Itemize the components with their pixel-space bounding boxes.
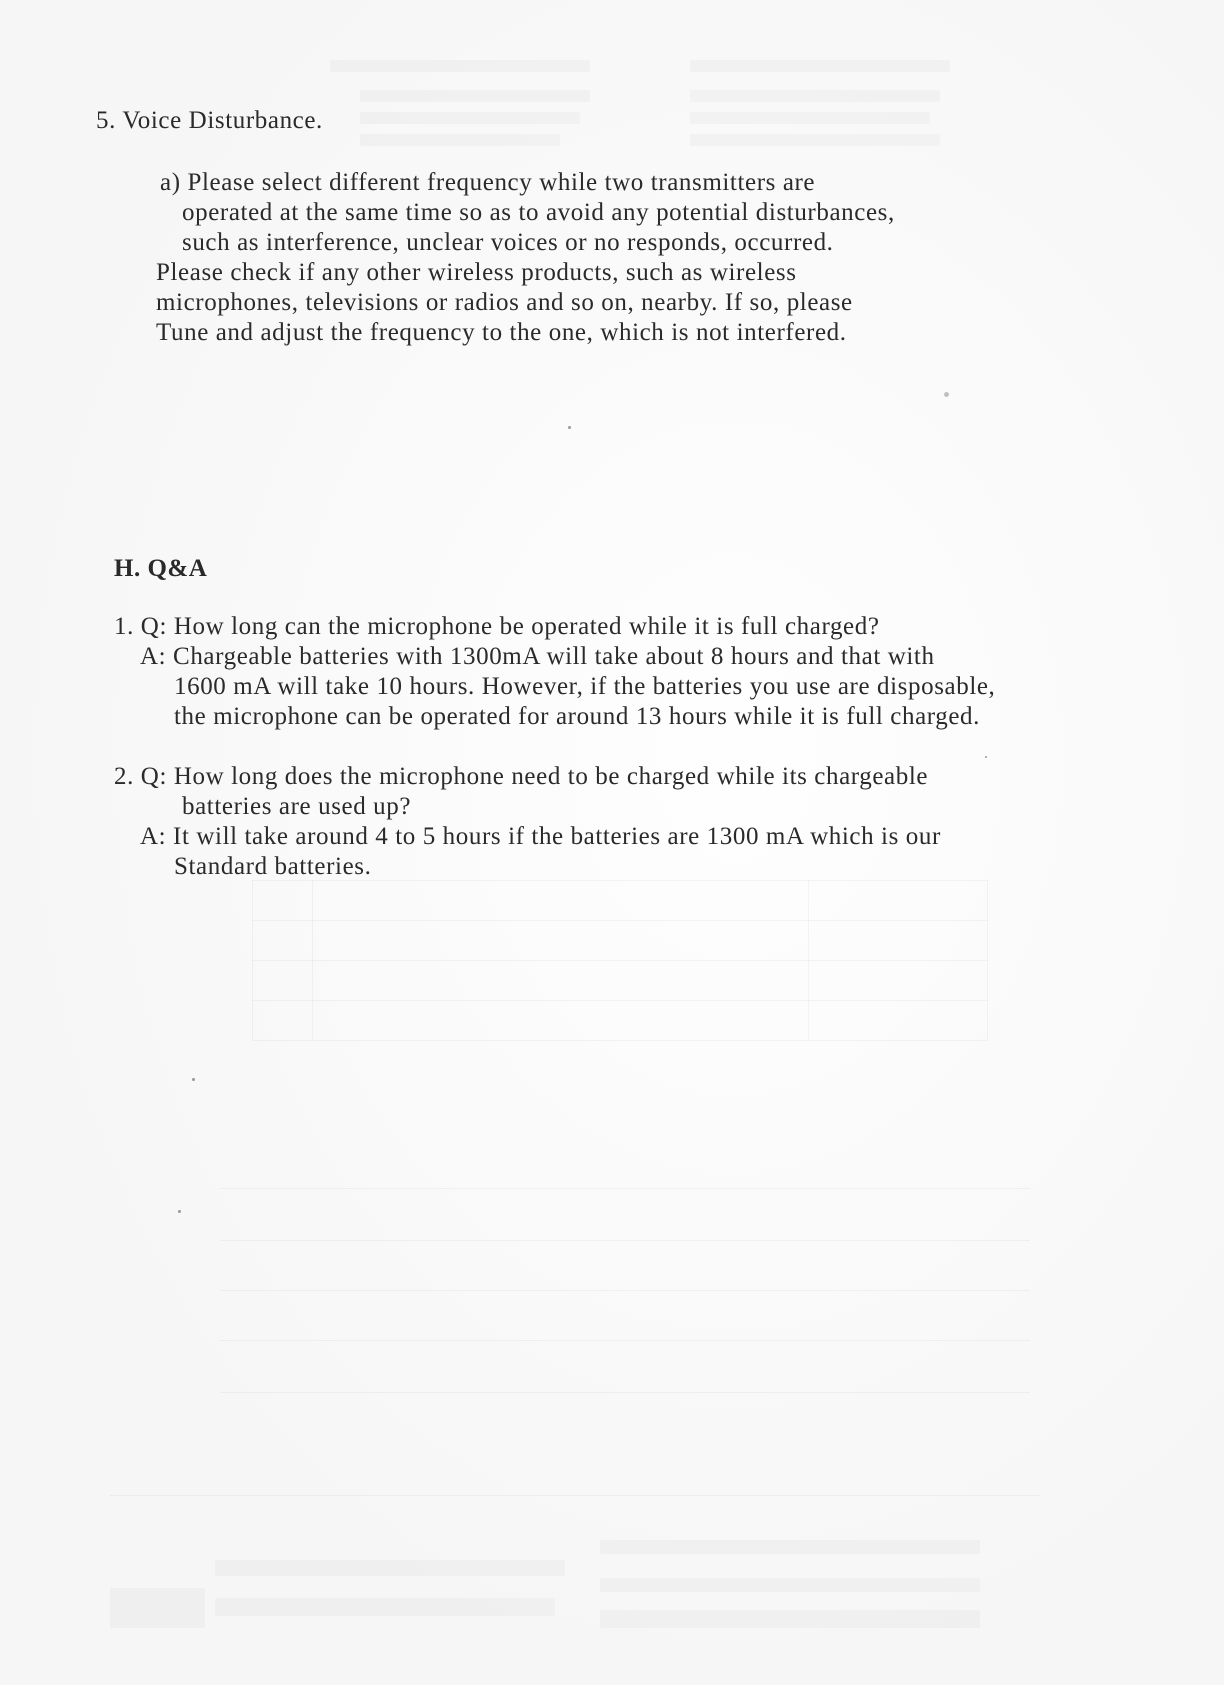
qa-question: 2. Q: How long does the microphone need to be charged while its chargeable [114,763,929,790]
bleed-through-table-rule [252,1000,987,1001]
qa-answer-line: A: Chargeable batteries with 1300mA will take about 8 hours and that with [140,643,935,670]
bleed-through-form-rule [220,1340,1030,1341]
section-paragraph-line: Tune and adjust the frequency to the one, which is not interfered. [156,319,847,346]
qa-answer-line: 1600 mA will take 10 hours. However, if the batteries you use are disposable, [174,673,996,700]
scan-speck [192,1078,195,1081]
bleed-through-form-rule [220,1392,1030,1393]
scan-speck [178,1210,181,1213]
qa-question: 1. Q: How long can the microphone be operated while it is full charged? [114,613,880,640]
bleed-through-text [215,1598,555,1616]
section-paragraph-line: such as interference, unclear voices or no responds, occurred. [182,229,834,256]
bleed-through-text [360,90,590,102]
bleed-through-table-rule [808,880,809,1040]
scan-speck [944,392,949,397]
section-paragraph-line: a) Please select different frequency while two transmitters are [160,169,816,196]
qa-answer-line: A: It will take around 4 to 5 hours if the batteries are 1300 mA which is our [140,823,941,850]
section-paragraph-line: microphones, televisions or radios and so on, nearby. If so, please [156,289,853,316]
bleed-through-table-rule [252,960,987,961]
scan-speck [985,756,987,758]
bleed-through-text [215,1560,565,1576]
bleed-through-text [690,90,940,102]
bleed-through-table-rule [252,920,987,921]
bleed-through-logo [110,1588,205,1628]
bleed-through-form-rule [110,1495,1040,1496]
section-title: 5. Voice Disturbance. [96,107,323,134]
bleed-through-form-rule [220,1240,1030,1241]
bleed-through-table-rule [252,880,253,1040]
section-paragraph-line: operated at the same time so as to avoid any potential disturbances, [182,199,895,226]
bleed-through-text [600,1540,980,1554]
bleed-through-table-rule [252,1040,987,1041]
bleed-through-text [600,1610,980,1628]
bleed-through-text [360,134,560,146]
bleed-through-text [330,60,590,72]
bleed-through-text [690,134,940,146]
bleed-through-form-rule [220,1290,1030,1291]
scan-speck [568,426,571,429]
bleed-through-text [690,60,950,72]
bleed-through-text [600,1578,980,1592]
section-paragraph-line: Please check if any other wireless products, such as wireless [156,259,797,286]
qa-answer-line: the microphone can be operated for around 13 hours while it is full charged. [174,703,981,730]
qa-question: batteries are used up? [182,793,412,820]
bleed-through-text [690,112,930,124]
bleed-through-text [360,112,580,124]
bleed-through-table-rule [987,880,988,1040]
bleed-through-table-rule [312,880,313,1040]
qa-heading: H. Q&A [114,555,208,582]
bleed-through-form-rule [220,1188,1030,1189]
qa-answer-line: Standard batteries. [174,853,372,880]
